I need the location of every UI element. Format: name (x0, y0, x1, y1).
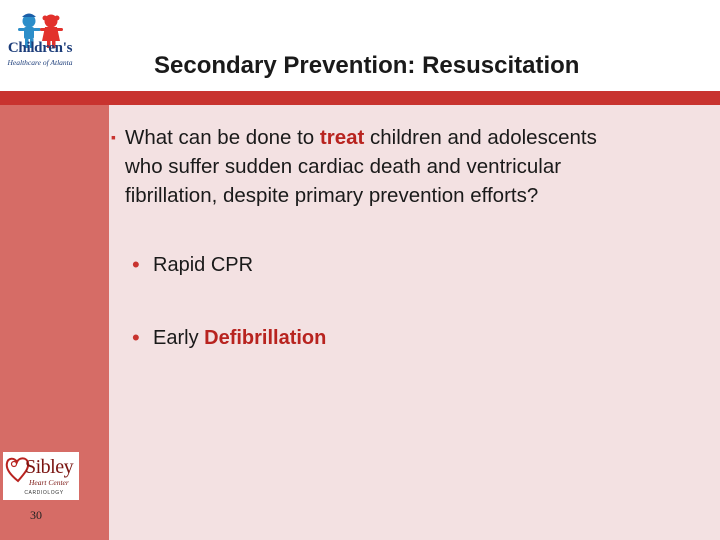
sibley-heart-center-logo (3, 452, 79, 500)
sub-bullet-early-defibrillation: • Early Defibrillation (132, 325, 327, 350)
bullet-dot-icon: • (132, 325, 140, 350)
slide-title: Secondary Prevention: Resuscitation (154, 52, 580, 79)
main-bullet (111, 123, 705, 210)
question-line-2: who suffer sudden cardiac death and ventricular (125, 155, 562, 178)
bullet-dot-icon: • (132, 252, 140, 277)
question-line-1: What can be done to treat children and adolescents (125, 126, 597, 149)
sibley-name: Sibley (25, 456, 74, 478)
logo-wordmark: Children's (7, 40, 73, 56)
sub-bullet-rapid-cpr: • Rapid CPR (132, 252, 254, 277)
square-bullet-icon: ▪ (111, 129, 116, 145)
highlight-treat: treat (319, 126, 365, 149)
logo-tagline: Healthcare of Atlanta (7, 58, 73, 67)
question-line-3: fibrillation, despite primary prevention efforts? (125, 184, 539, 207)
highlight-defibrillation: Defibrillation (204, 327, 327, 349)
page-number: 30 (30, 508, 42, 522)
sibley-department: CARDIOLOGY (24, 490, 64, 496)
slide-header (0, 0, 720, 91)
title-divider-bar (0, 91, 720, 105)
sibley-subtitle: Heart Center (29, 478, 69, 487)
